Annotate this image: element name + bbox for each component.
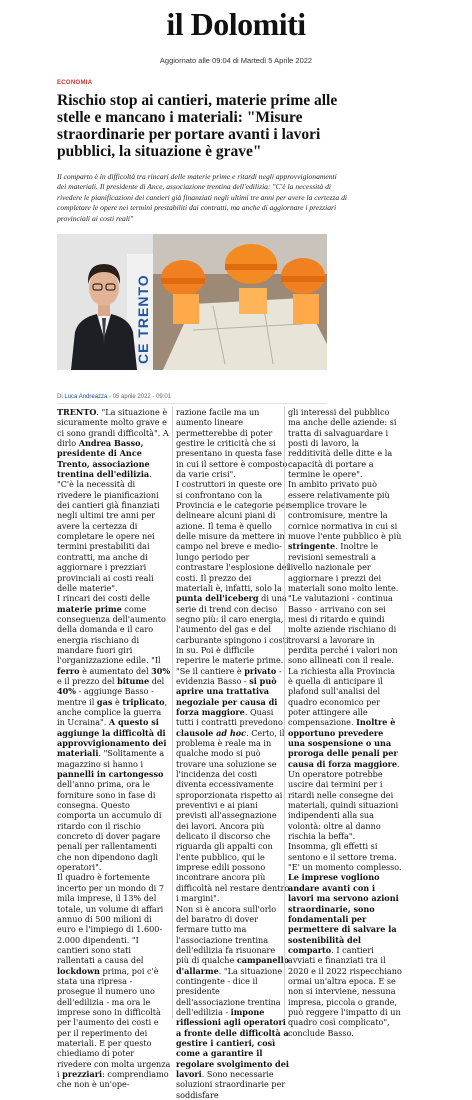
- photo-workers: [153, 234, 327, 370]
- photo-watermark: CE TRENTO: [135, 274, 151, 364]
- byline-divider: [57, 403, 327, 404]
- article-photo: [57, 234, 327, 370]
- column-divider-1: [172, 407, 173, 1019]
- article-standfirst: Il comparto è in difficoltà tra rincari delle materie prime e ritardi negli approvvigionamenti dei materiali. Il presidente di Ance, associazione trentina dell'edilizia: "C'è la necessità di rivedere le pianificazioni dei cantieri già finanziati negli ultimi tre anni per avere la certezza di completare le opere nei termini prestabiliti dai contratti, ma anche di aggiornare i prezziari provinciali ai costi reali": [57, 172, 347, 223]
- byline-date: - 05 aprile 2022 - 09:01: [109, 394, 172, 400]
- updated-timestamp: Aggiornato alle 09:04 di Martedì 5 Aprile 2022: [159, 56, 313, 65]
- article-column-2: razione facile ma un aumento lineare permetterebbe di poter gestire le criticità che si presentano in questa fase in cui il settore è composto da varie crisi". I costruttori in queste ore si confrontano con la Provincia e le categorie per delineare alcuni piani di azione. Il tema è quello delle misure da mettere in campo nel breve e medio-lungo periodo per contrastare l'esplosione dei costi. Il prezzo dei materiali è, infatti, solo la punta dell'iceberg di una serie di trend con deciso segno più: il caro energia, l'aumento del gas e del carburante spingono i costi in su. Poi è difficile reperire le materie prime. "Se il cantiere è privato - evidenzia Basso - si può aprire una trattativa negoziale per causa di forza maggiore. Quasi tutti i contratti prevedono clausole ad hoc. Certo, il problema è reale ma in qualche modo si può trovare una soluzione se l'incidenza dei costi diventa eccessivamente sproporzionata rispetto ai preventivi e ai piani previsti all'assegnazione dei lavori. Ancora più delicato il discorso che riguarda gli appalti con l'ente pubblico, qui le imprese edili possono incontrare ancora più difficoltà nel restare dentro i margini". Non si è ancora sull'orlo del baratro di dover fermare tutto ma l'associazione trentina dell'edilizia fa risuonare più di qualche campanello d'allarme. "La situazione contingente - dice il presidente dell'associazione trentina dell'edilizia - impone riflessioni agli operatori a fronte delle difficoltà a gestire i cantieri, così come a garantire il regolare svolgimento dei lavori. Sono necessarie soluzioni straordinarie per soddisfare: [176, 407, 290, 1100]
- section-label[interactable]: ECONOMIA: [57, 80, 93, 86]
- article-headline: Rischio stop ai cantieri, materie prime alle stelle e mancano i materiali: "Misure straordinarie per portare avanti i lavori pubblici, la situazione è grave": [57, 92, 338, 160]
- article-column-1: TRENTO. "La situazione è sicuramente molto grave e ci sono grandi difficoltà". A dirlo Andrea Basso, presidente di Ance Trento, associazione trentina dell'edilizia. "C'è la necessità di rivedere le pianificazioni dei cantieri già finanziati negli ultimi tre anni per avere la certezza di completare le opere nei termini prestabiliti dai contratti, ma anche di aggiornare i prezziari provinciali ai costi reali delle materie". I rincari dei costi delle materie prime come conseguenza dell'aumento della domanda e il caro energia rischiano di mandare fuori giri l'organizzazione edile. "Il ferro è aumentato del 30% e il prezzo del bitume del 40% - aggiunge Basso - mentre il gas è triplicato, anche complice la guerra in Ucraina". A questo si aggiunge la difficoltà di approvvigionamento dei materiali. "Solitamente a magazzino si hanno i pannelli in cartongesso dell'anno prima, ora le forniture sono in fase di consegna. Questo comporta un accumulo di ritardo con il rischio concreto di dover pagare penali per rallentamenti che non dipendono dagli operatori". Il quadro è fortemente incerto per un mondo di 7 mila imprese, il 13% del totale, un volume di affari annuo di 500 milioni di euro e l'impiego di 1.600-2.000 dipendenti. "I cantieri sono stati rallentati a causa del lockdown prima, poi c'è stata una ripresa - prosegue il numero uno dell'edilizia - ma ora le imprese sono in difficoltà per l'aumento dei costi e per il reperimento dei materiali. E per questo chiediamo di poter rivedere con molta urgenza i prezziari: comprendiamo che non è un'ope-: [57, 407, 171, 1090]
- byline-prefix: Di: [57, 394, 63, 400]
- column-divider-2: [284, 407, 285, 1019]
- photo-portrait: [57, 234, 153, 370]
- author-link[interactable]: Luca Andreazza: [64, 394, 108, 400]
- article-column-3: gli interessi del pubblico ma anche delle aziende: si tratta di salvaguardare i posti di lavoro, la redditività delle ditte e la capacità di portare a termine le opere". In ambito privato può essere relativamente più semplice trovare le contromisure, mentre la cornice normativa in cui si muove l'ente pubblico è più stringente. Inoltre le revisioni semestrali a livello nazionale per aggiornare i prezzi dei materiali sono molto lente. "Le valutazioni - continua Basso - arrivano con sei mesi di ritardo e quindi molte aziende rischiano di trovarsi a lavorare in perdita perché i valori non sono allineati con il reale. La richiesta alla Provincia è quella di anticipare il plafond sull'analisi del quadro economico per poter attingere alle compensazione. Inoltre è opportuno prevedere una sospensione o una proroga delle penali per causa di forza maggiore. Un operatore potrebbe uscire dai termini per i ritardi nelle consegne dei materiali, quindi situazioni indipendenti alla sua volontà: oltre al danno rischia la beffa". Insomma, gli effetti si sentono e il settore trema. "E' un momento complesso. Le imprese vogliono andare avanti con i lavori ma servono azioni straordinarie, sono fondamentali per permettere di salvare la sostenibilità del comparto. I cantieri avviati e finanziati tra il 2020 e il 2022 rispecchiano ormai un'altra epoca. E se non si interviene, nessuna impresa, piccola o grande, può reggere l'impatto di un quadro così complicato", conclude Basso.: [288, 407, 402, 1038]
- masthead[interactable]: il Dolomiti: [166, 6, 306, 42]
- byline: [57, 394, 171, 400]
- workers-illustration: [153, 234, 327, 370]
